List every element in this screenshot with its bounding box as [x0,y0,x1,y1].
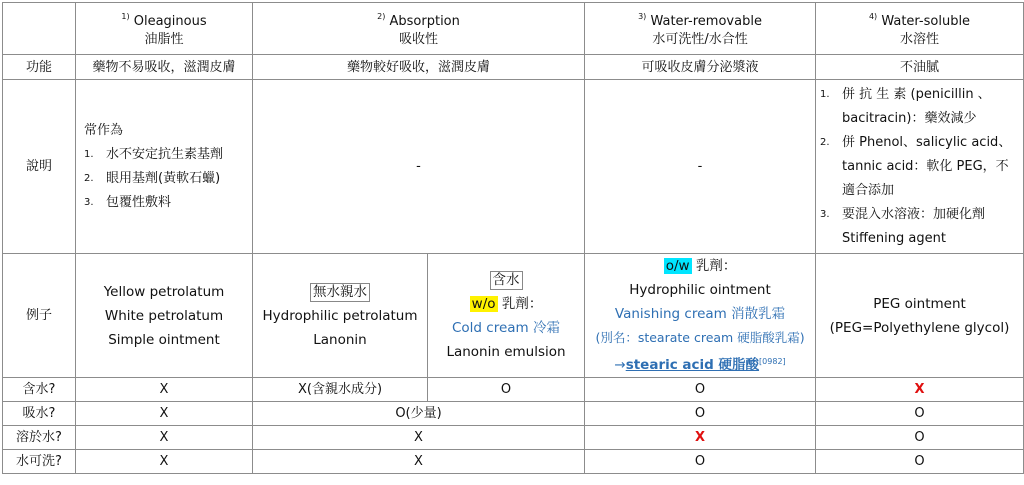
cell: 可吸收皮膚分泌漿液 [585,55,816,80]
function-row [3,55,1024,80]
example-oleaginous [76,254,253,378]
header-zh: 水可洗性/水合性 [652,32,748,47]
header-num: 2) [377,12,386,21]
cell: O [428,378,585,402]
cell: X [253,450,585,474]
header-num: 4) [868,12,878,21]
header-water-soluble [816,3,1024,55]
desc-absorption: - [253,80,585,254]
emulsion-label: 乳劑： [691,258,737,274]
list-item [820,203,1021,251]
list-line: 併 抗 生 素 (penicillin 、 [842,86,991,102]
list-line: Stiffening agent [842,230,946,246]
header-num: 3) [638,12,647,21]
ow-highlight: o/w [665,258,690,274]
arrow-icon: → [614,357,626,373]
cell: O [816,426,1024,450]
example-line: PEG ointment [873,295,966,312]
cell: O [585,402,816,426]
header-en: Water-soluble [881,14,971,29]
header-en: Oleaginous [133,14,207,29]
list-line: 適合添加 [842,182,895,198]
row-label: 吸水? [3,402,76,426]
description-row [3,80,1024,254]
header-oleaginous [76,3,253,55]
row-label: 功能 [3,55,76,80]
list-text [842,131,1011,203]
header-en: Water-removable [650,14,762,29]
stearic-acid-link[interactable]: stearic acid 硬脂酸 [625,357,760,373]
cell: O [816,450,1024,474]
row-label: 例子 [3,254,76,378]
corner-cell [3,3,76,55]
cell: X [76,378,253,402]
header-zh: 水溶性 [900,32,940,47]
desc-intro: 常作為 [84,122,124,138]
header-absorption [253,3,585,55]
list-text: 水不安定抗生素基劑 [106,146,224,162]
hydrophilic-ointment: Hydrophilic ointment [629,282,771,298]
ointment-base-table [2,2,1024,474]
list-item [84,191,250,215]
list-line: 併 Phenol、salicylic acid、 [842,134,1012,150]
example-water-removable [585,254,816,378]
header-zh: 油脂性 [144,32,184,47]
list-text: 眼用基劑(黃軟石蠟) [106,170,221,186]
list-number: 1. [84,148,94,160]
cell: O [816,402,1024,426]
cell: O [585,378,816,402]
anhydrous-tag: 無水親水 [310,283,370,302]
list-item [820,131,1021,203]
alias-text: (別名：stearate cream 硬脂酸乳霜) [595,330,805,345]
example-line: Lanonin [313,331,367,348]
list-number: 3. [84,196,94,208]
soluble-row [3,426,1024,450]
list-item [84,167,250,191]
example-line: Yellow petrolatum [103,283,225,300]
list-number: 2. [820,136,830,148]
emulsion-label: 乳劑： [497,295,543,312]
cell-red-x: X [585,426,816,450]
cell: X(含親水成分) [253,378,428,402]
example-absorption-anhydrous [253,254,428,378]
cell: O [585,450,816,474]
cell: 藥物較好吸收，滋潤皮膚 [253,55,585,80]
header-num: 1) [121,12,130,21]
example-line: (PEG=Polyethylene glycol) [829,319,1010,336]
row-label: 說明 [3,80,76,254]
washable-row [3,450,1024,474]
vanishing-cream: Vanishing cream 消散乳霜 [614,306,786,322]
wo-highlight: w/o [471,295,496,312]
list-line: tannic acid：軟化 PEG，不 [842,158,1009,174]
example-water-soluble [816,254,1024,378]
reference-marker: [0982] [759,357,786,366]
cell: X [76,450,253,474]
list-item [820,83,1021,131]
list-text [842,83,991,131]
cold-cream: Cold cream 冷霜 [452,319,560,336]
list-line: 要混入水溶液：加硬化劑 [842,206,986,222]
header-zh: 吸收性 [399,32,439,47]
list-number: 2. [84,172,94,184]
absorbs-water-row [3,402,1024,426]
list-number: 3. [820,208,830,220]
list-line: bacitracin)：藥效減少 [842,110,977,126]
example-line: White petrolatum [104,307,224,324]
cell: O(少量) [253,402,585,426]
desc-water-removable: - [585,80,816,254]
desc-list [820,83,1021,251]
desc-list [84,143,250,215]
row-label: 含水? [3,378,76,402]
list-text: 包覆性敷料 [106,194,172,210]
example-line: Simple ointment [108,331,220,348]
cell: X [253,426,585,450]
lanonin-emulsion: Lanonin emulsion [446,343,566,360]
example-absorption-hydrous [428,254,585,378]
row-label: 水可洗? [3,450,76,474]
desc-oleaginous [76,80,253,254]
contains-water-row [3,378,1024,402]
list-item [84,143,250,167]
header-en: Absorption [389,14,460,29]
example-line: Hydrophilic petrolatum [262,307,418,324]
list-number: 1. [820,88,830,100]
list-text [842,203,985,251]
cell: X [76,402,253,426]
example-row [3,254,1024,378]
header-row [3,3,1024,55]
cell-red-x: X [816,378,1024,402]
cell: 不油膩 [816,55,1024,80]
desc-water-soluble [816,80,1024,254]
hydrous-tag: 含水 [490,271,523,290]
cell: 藥物不易吸收，滋潤皮膚 [76,55,253,80]
cell: X [76,426,253,450]
row-label: 溶於水? [3,426,76,450]
header-water-removable [585,3,816,55]
